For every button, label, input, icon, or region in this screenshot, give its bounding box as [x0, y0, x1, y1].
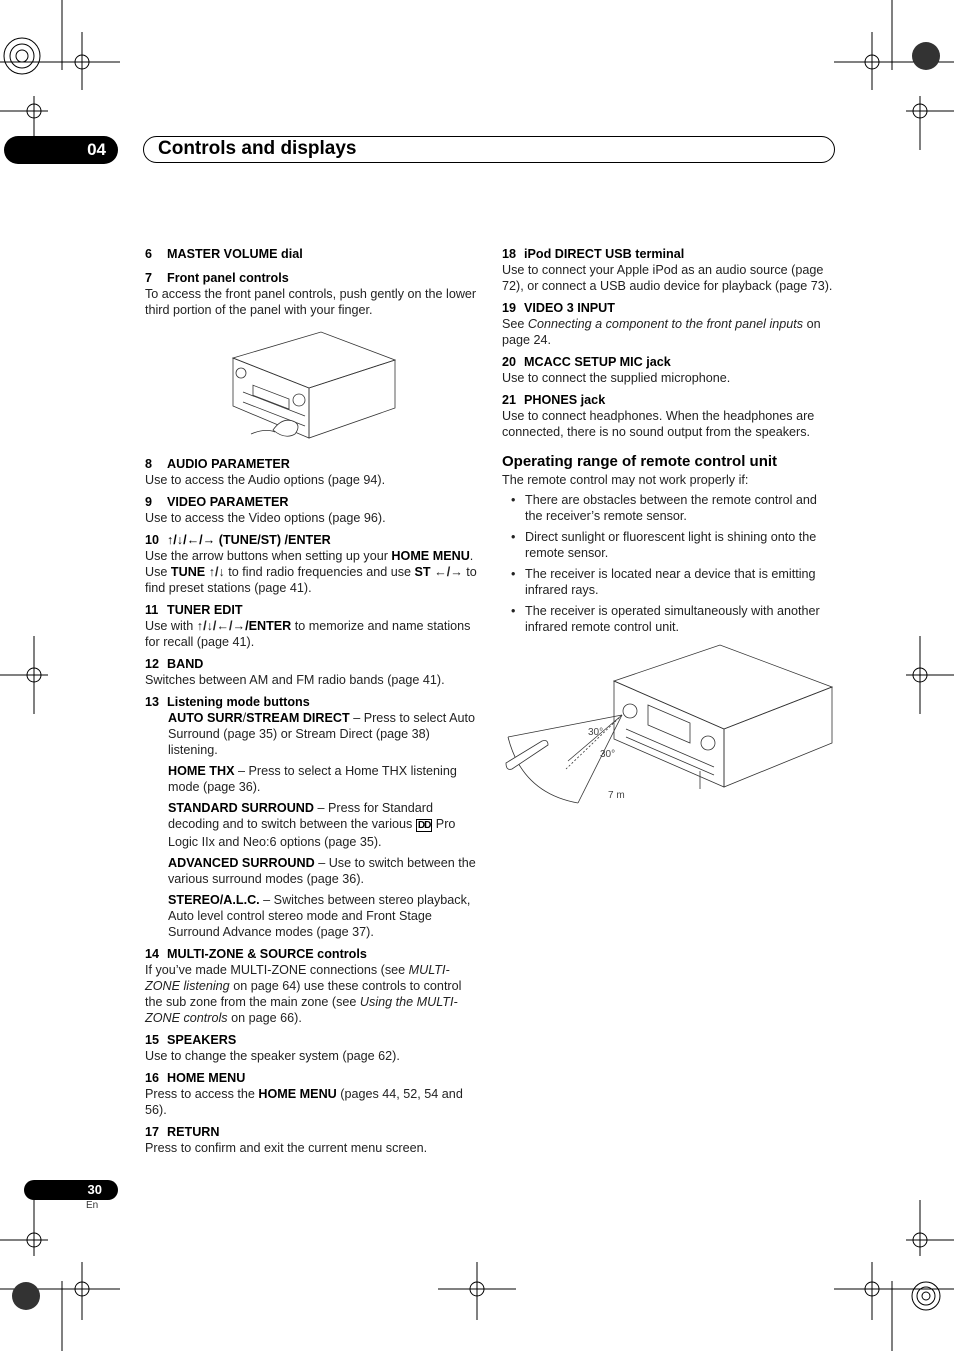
item-13: 13 Listening mode buttons AUTO SURR/STREAM DIRECT – Press to select Auto Surround (page 35) or Stream Direct (page 38) listening. HOME THX – Press to select a Home THX listening mode (page 36). STANDARD SURROUND – Press for Standard decoding and to switch between the various DD Pro Logic IIx and Neo:6 options (page 35). ADVANCED SURROUND – Use to switch between the various surround modes (page 36). STEREO/A.L.C. – Switches between stereo playback, Auto level control stereo mode and Front Stage Surround Advance modes (page 37).: [145, 694, 480, 940]
item-10: 10 ↑/↓/←/→ (TUNE/ST) /ENTER Use the arrow buttons when setting up your HOME MENU. Use TUNE ↑/↓ to find radio frequencies and use ST ←/→ to find preset stations (page 41).: [145, 533, 477, 595]
item-14: 14 MULTI-ZONE & SOURCE controls If you’ve made MULTI-ZONE connections (see MULTI-ZONE listening on page 64) use these controls to control the sub zone from the main zone (see Using the MULTI-ZONE controls on page 66).: [145, 947, 462, 1025]
list-item: • Direct sunlight or fluorescent light is shining onto the remote sensor.: [525, 529, 837, 561]
receiver-front-panel-illustration: [229, 330, 399, 442]
item-21: 21 PHONES jack Use to connect headphones. When the headphones are connected, there is no sound output from the speakers.: [502, 393, 815, 439]
item-7: 7 Front panel controls To access the front panel controls, push gently on the lower third portion of the panel with your finger.: [145, 270, 480, 318]
item-12: 12 BAND Switches between AM and FM radio bands (page 41).: [145, 657, 445, 687]
section-intro: The remote control may not work properly if:: [502, 473, 749, 487]
conditions-list: [502, 492, 837, 635]
item-20: 20 MCACC SETUP MIC jack Use to connect the supplied microphone.: [502, 355, 731, 385]
advanced-surround-desc: ADVANCED SURROUND – Use to switch between the various surround modes (page 36).: [168, 856, 476, 886]
language-code: En: [86, 1200, 99, 1211]
auto-surr-desc: AUTO SURR/STREAM DIRECT – Press to select Auto Surround (page 35) or Stream Direct (page 38) listening.: [168, 711, 476, 757]
left-column: [145, 246, 480, 1162]
item-15: 15 SPEAKERS Use to change the speaker system (page 62).: [145, 1033, 400, 1063]
item-9: 9 VIDEO PARAMETER Use to access the Video options (page 96).: [145, 495, 386, 525]
home-thx-desc: HOME THX – Press to select a Home THX listening mode (page 36).: [168, 764, 457, 794]
item-18: 18 iPod DIRECT USB terminal Use to connect your Apple iPod as an audio source (page 72), or connect a USB audio device for playback (page 73).: [502, 247, 833, 293]
page-number: 30: [24, 1180, 118, 1200]
stereo-alc-desc: STEREO/A.L.C. – Switches between stereo playback, Auto level control stereo mode and Front Stage Surround Advance modes (page 37).: [168, 893, 471, 939]
chapter-title: Controls and displays: [143, 136, 835, 163]
item-11: 11 TUNER EDIT Use with ↑/↓/←/→/ENTER to memorize and name stations for recall (page 41).: [145, 603, 471, 649]
standard-surround-desc: STANDARD SURROUND – Press for Standard decoding and to switch between the various DD Pro Logic IIx and Neo:6 options (page 35).: [168, 801, 456, 849]
chapter-number: 04: [4, 136, 118, 164]
list-item: • The receiver is operated simultaneously with another infrared remote control unit.: [525, 603, 837, 635]
right-column: [502, 246, 837, 813]
list-item: • The receiver is located near a device that is emitting infrared rays.: [525, 566, 837, 598]
item-6: 6 MASTER VOLUME dial: [145, 247, 303, 261]
item-7-text: To access the front panel controls, push gently on the lower third portion of the panel with your finger.: [145, 287, 477, 317]
item-8: 8 AUDIO PARAMETER Use to access the Audio options (page 94).: [145, 457, 386, 487]
item-17: 17 RETURN Press to confirm and exit the current menu screen.: [145, 1125, 428, 1155]
item-19: 19 VIDEO 3 INPUT See Connecting a component to the front panel inputs on page 24.: [502, 301, 821, 347]
distance-label: 7 m: [608, 790, 625, 801]
item-16: 16 HOME MENU Press to access the HOME MENU (pages 44, 52, 54 and 56).: [145, 1071, 463, 1117]
angle-label-top: 30°: [588, 727, 604, 738]
list-item: • There are obstacles between the remote control and the receiver’s remote sensor.: [525, 492, 837, 524]
dolby-logo-icon: DD: [417, 820, 431, 831]
remote-range-diagram: [502, 643, 837, 813]
angle-label-bottom: 30°: [600, 749, 616, 760]
section-heading: Operating range of remote control unit: [502, 453, 778, 470]
